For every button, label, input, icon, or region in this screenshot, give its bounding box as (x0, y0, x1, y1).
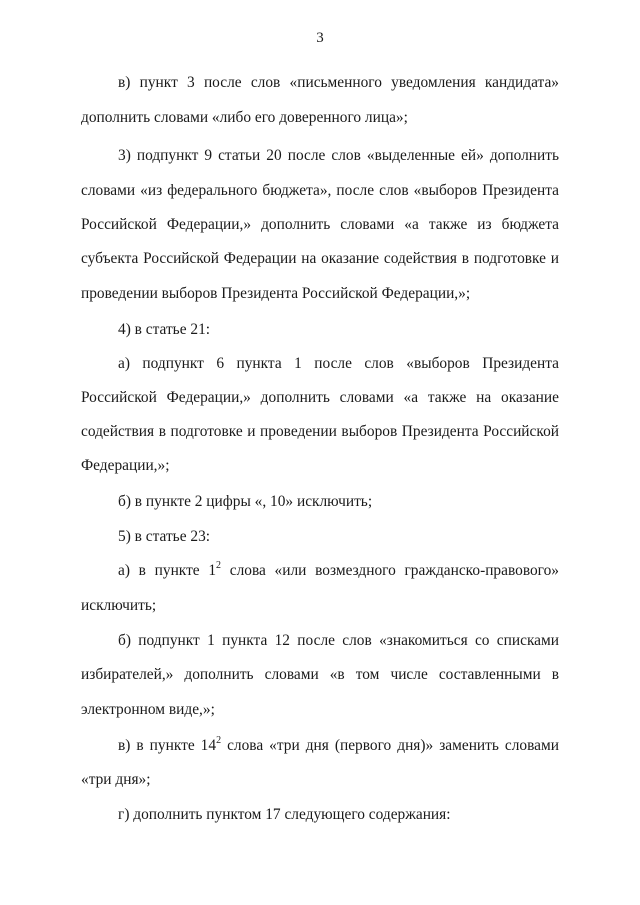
text-line: исключить; (81, 597, 157, 614)
text-line: содействия в подготовке и проведении выборов Президента Российской (81, 423, 559, 440)
text-line: 3) подпункт 9 статьи 20 после слов «выделенные ей» дополнить (118, 147, 559, 164)
text-line: дополнить словами «либо его доверенного лица»; (81, 109, 408, 126)
page-number: 3 (316, 30, 324, 46)
line-text-before: а) в пункте 1 (118, 562, 217, 579)
superscript: 2 (216, 560, 222, 571)
text-line: в) пункт 3 после слов «письменного уведомления кандидата» (118, 74, 559, 91)
text-line: избирателей,» дополнить словами «в том числе составленными в (81, 666, 559, 683)
text-line: 5) в статье 23: (118, 528, 211, 545)
text-line: а) подпункт 6 пункта 1 после слов «выборов Президента (118, 355, 559, 372)
text-line: «три дня»; (81, 771, 151, 788)
text-line: г) дополнить пунктом 17 следующего содержания: (118, 806, 451, 823)
text-line: Федерации,»; (81, 457, 170, 474)
text-line: электронном виде,»; (81, 701, 215, 718)
text-line: субъекта Российской Федерации на оказание содействия в подготовке и (81, 250, 559, 267)
text-line: проведении выборов Президента Российской Федерации,»; (81, 285, 471, 302)
text-line: б) в пункте 2 цифры «, 10» исключить; (118, 493, 373, 510)
text-line: Российской Федерации,» дополнить словами «а также из бюджета (81, 216, 559, 233)
text-line-superscript (118, 561, 559, 581)
line-text-after: слова «три дня (первого дня)» заменить словами (221, 737, 559, 754)
text-line: б) подпункт 1 пункта 12 после слов «знакомиться со списками (118, 632, 559, 649)
text-line: словами «из федерального бюджета», после слов «выборов Президента (81, 182, 559, 199)
superscript: 2 (216, 735, 222, 746)
line-text-after: слова «или возмездного гражданско-правового» (221, 562, 559, 579)
line-text-before: в) в пункте 14 (118, 737, 217, 754)
text-line: Российской Федерации,» дополнить словами «а также на оказание (81, 389, 559, 406)
text-line-superscript (118, 736, 559, 756)
text-line: 4) в статье 21: (118, 321, 211, 338)
